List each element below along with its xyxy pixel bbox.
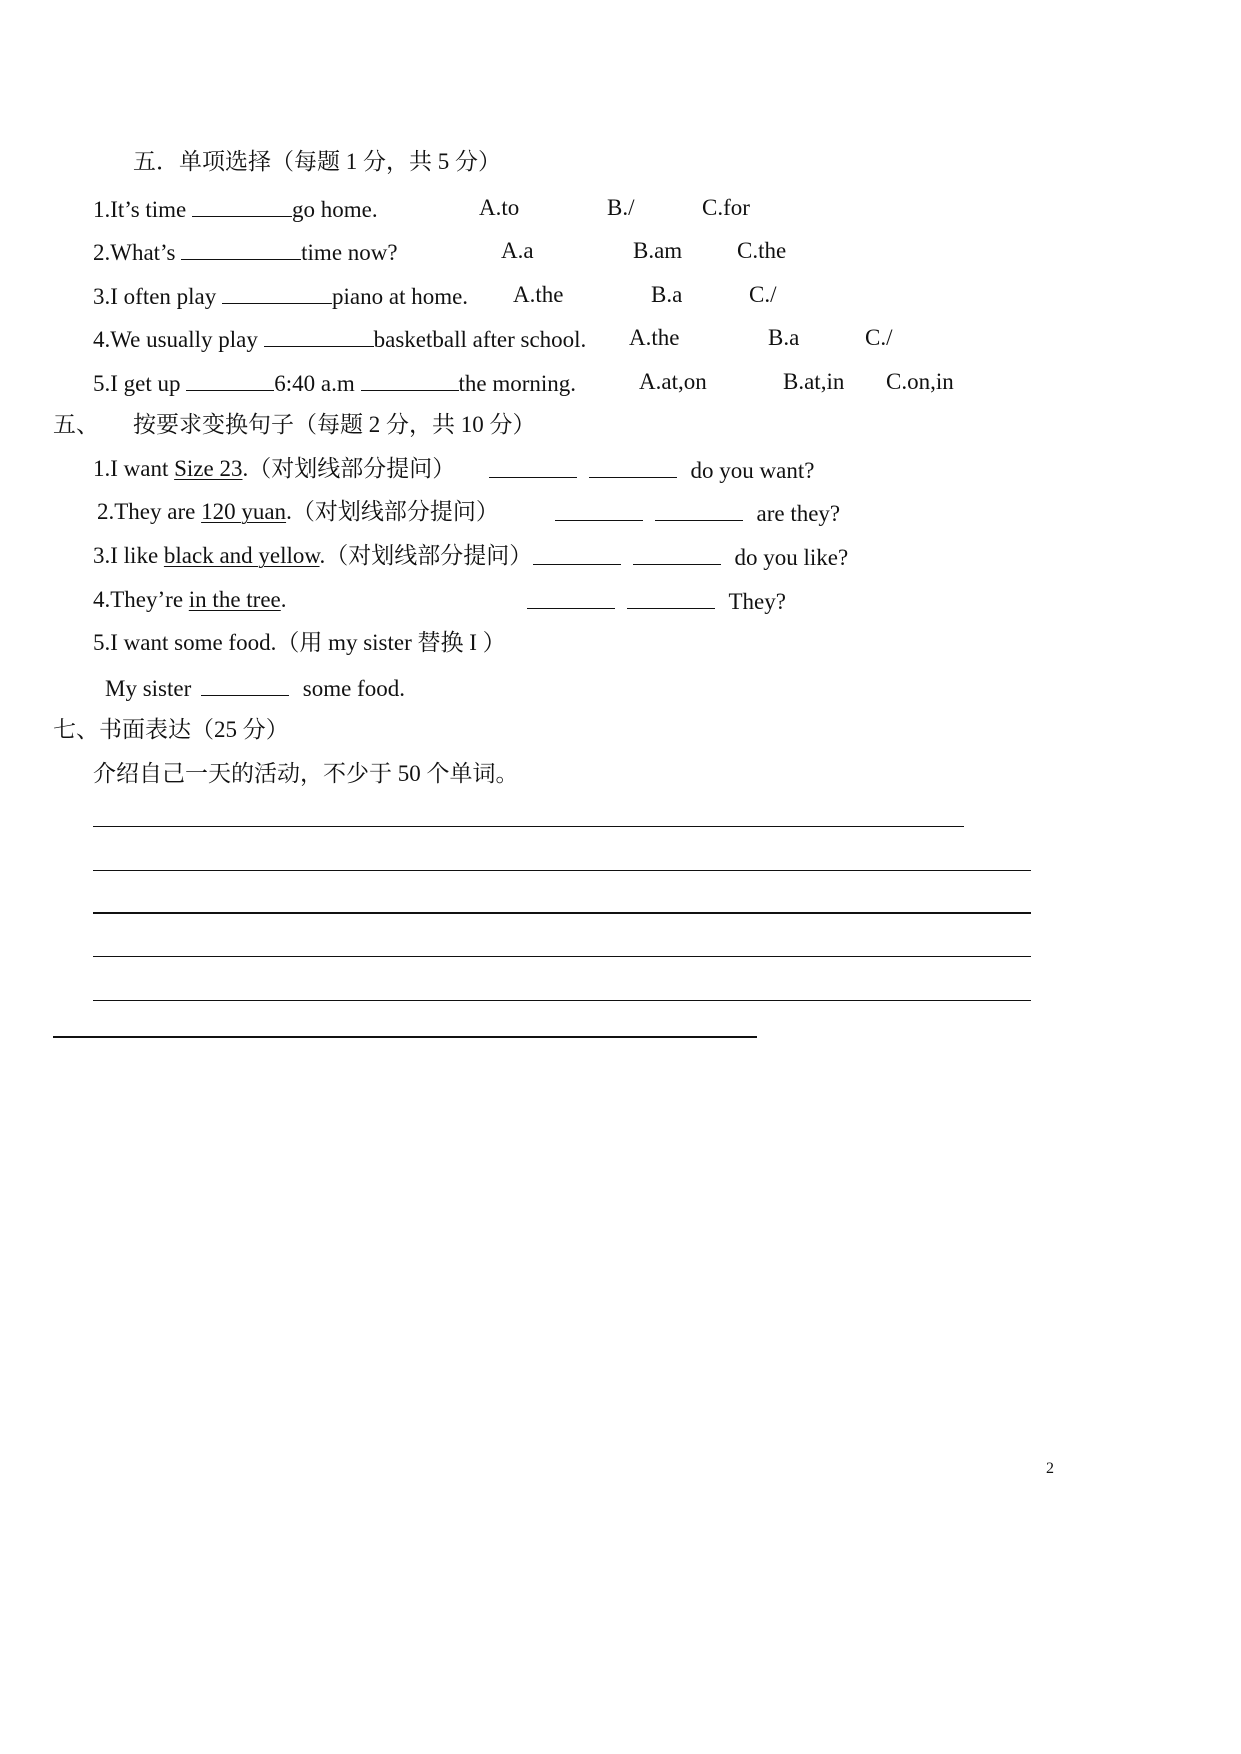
choice-question-5: 5.I get up 6:40 a.m the morning. xyxy=(93,371,577,396)
page-number: 2 xyxy=(1046,1460,1054,1477)
option-b: B.am xyxy=(633,238,683,263)
option-a: A.the xyxy=(629,325,680,350)
transform-question-3: 3.I like black and yellow.（对划线部分提问） xyxy=(93,543,533,568)
transform-question-1: 1.I want Size 23.（对划线部分提问） xyxy=(93,456,456,481)
answer-blank[interactable] xyxy=(264,326,374,347)
answer-blank[interactable] xyxy=(655,500,743,521)
writing-line[interactable] xyxy=(93,826,964,827)
option-b: B./ xyxy=(607,195,635,220)
option-a: A.to xyxy=(479,195,520,220)
option-c: C.for xyxy=(702,195,750,220)
answer-blank[interactable] xyxy=(192,196,292,217)
transform-answer-5: My sister some food. xyxy=(105,676,405,701)
option-a: A.a xyxy=(501,238,534,263)
answer-blank[interactable] xyxy=(533,544,621,565)
answer-blank[interactable] xyxy=(555,500,643,521)
option-b: B.a xyxy=(768,325,800,350)
writing-line[interactable] xyxy=(53,1036,757,1038)
section-title-transform: 按要求变换句子（每题 2 分，共 10 分） xyxy=(133,412,536,437)
option-c: C.on,in xyxy=(886,369,954,394)
option-b: B.at,in xyxy=(783,369,845,394)
answer-blank[interactable] xyxy=(589,457,677,478)
writing-instruction: 介绍自己一天的活动，不少于 50 个单词。 xyxy=(93,761,519,786)
option-b: B.a xyxy=(651,282,683,307)
transform-question-4: 4.They’re in the tree. xyxy=(93,587,287,612)
answer-blank[interactable] xyxy=(627,588,715,609)
writing-line[interactable] xyxy=(93,1000,1031,1001)
answer-blank[interactable] xyxy=(201,675,289,696)
option-a: A.at,on xyxy=(639,369,707,394)
answer-blank[interactable] xyxy=(489,457,577,478)
transform-answer-2: are they? xyxy=(555,500,840,525)
option-a: A.the xyxy=(513,282,564,307)
answer-blank[interactable] xyxy=(361,370,459,391)
section-number-transform: 五、 xyxy=(53,412,99,437)
section-title-writing: 七、书面表达（25 分） xyxy=(53,717,289,742)
choice-question-3: 3.I often play piano at home. xyxy=(93,284,469,309)
answer-blank[interactable] xyxy=(181,239,301,260)
answer-blank[interactable] xyxy=(633,544,721,565)
transform-answer-4: They? xyxy=(527,588,786,613)
answer-blank[interactable] xyxy=(527,588,615,609)
transform-answer-1: do you want? xyxy=(489,457,814,482)
transform-answer-3: do you like? xyxy=(533,544,848,569)
choice-question-1: 1.It’s time go home. xyxy=(93,197,378,222)
option-c: C./ xyxy=(749,282,777,307)
choice-question-2: 2.What’s time now? xyxy=(93,240,398,265)
writing-line[interactable] xyxy=(93,956,1031,957)
answer-blank[interactable] xyxy=(186,370,274,391)
transform-question-5: 5.I want some food.（用 my sister 替换 I ） xyxy=(93,630,506,655)
choice-question-4: 4.We usually play basketball after school. xyxy=(93,327,587,352)
section-title-single-choice: 五．单项选择（每题 1 分，共 5 分） xyxy=(133,149,501,174)
option-c: C.the xyxy=(737,238,787,263)
transform-question-2: 2.They are 120 yuan.（对划线部分提问） xyxy=(97,499,499,524)
writing-line[interactable] xyxy=(93,870,1031,871)
writing-line[interactable] xyxy=(93,912,1031,914)
option-c: C./ xyxy=(865,325,893,350)
answer-blank[interactable] xyxy=(222,283,332,304)
